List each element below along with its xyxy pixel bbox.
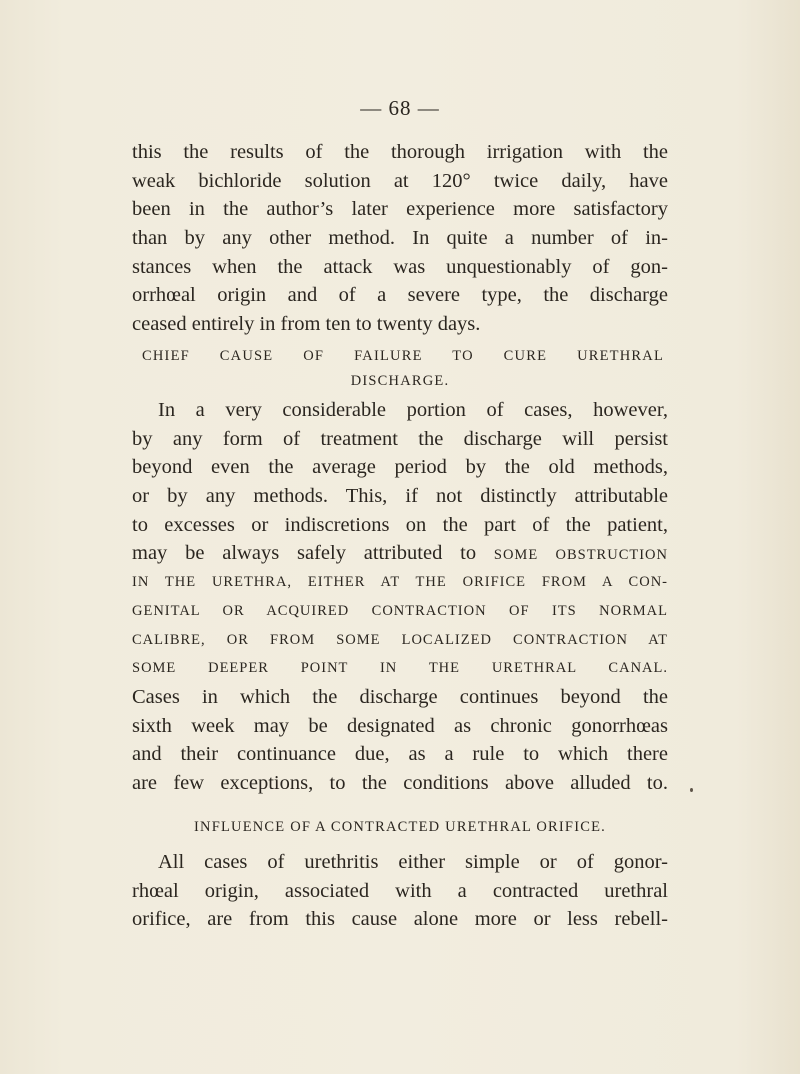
paragraph-1 bbox=[132, 138, 668, 339]
text-line: weak bichloride solution at 120° twice daily, have bbox=[132, 169, 668, 192]
text-line: beyond even the average period by the old methods, bbox=[132, 456, 668, 479]
text-line: Cases in which the discharge continues beyond the bbox=[132, 685, 668, 708]
text-line: In a very considerable portion of cases, however, bbox=[158, 399, 668, 421]
paragraph-2 bbox=[132, 396, 668, 798]
text-line: this the results of the thorough irrigation with the bbox=[132, 141, 668, 163]
small-caps-line: CALIBRE, OR FROM SOME LOCALIZED CONTRACTION AT bbox=[132, 631, 668, 648]
text-line-mixed bbox=[132, 539, 668, 568]
heading-line: DISCHARGE. bbox=[350, 373, 450, 389]
text-line: ceased entirely in from ten to twenty days. bbox=[132, 313, 481, 336]
small-caps-line: GENITAL OR ACQUIRED CONTRACTION OF ITS NORMAL bbox=[132, 602, 668, 619]
paragraph-3 bbox=[132, 848, 668, 934]
text-line: stances when the attack was unquestionably of gon- bbox=[132, 255, 668, 278]
text-line: or by any methods. This, if not distinctly attributable bbox=[132, 485, 668, 508]
page-number: — 68 — bbox=[360, 96, 440, 120]
small-caps-run: SOME OBSTRUCTION bbox=[493, 547, 668, 564]
text-line: are few exceptions, to the conditions above alluded to. bbox=[132, 771, 668, 794]
section-heading-2: INFLUENCE OF A CONTRACTED URETHRAL ORIFICE. bbox=[194, 819, 606, 835]
text-line: been in the author’s later experience more satisfactory bbox=[132, 198, 668, 221]
text-line: to excesses or indiscretions on the part of the patient, bbox=[132, 513, 668, 536]
text-line: and their continuance due, as a rule to which there bbox=[132, 743, 668, 766]
small-caps-line: SOME DEEPER POINT IN THE URETHRAL CANAL. bbox=[132, 660, 668, 677]
section-heading-1 bbox=[132, 344, 668, 394]
text-line: than by any other method. In quite a number of in- bbox=[132, 227, 668, 250]
ink-speck bbox=[690, 788, 693, 792]
text-run: may be always safely attributed to bbox=[132, 542, 477, 565]
text-line: All cases of urethritis either simple or of gonor- bbox=[158, 851, 668, 873]
text-line: sixth week may be designated as chronic gonorrhœas bbox=[132, 714, 668, 737]
text-line: orifice, are from this cause alone more or less rebell- bbox=[132, 908, 668, 931]
text-line: orrhœal origin and of a severe type, the discharge bbox=[132, 284, 668, 307]
text-line: rhœal origin, associated with a contracted urethral bbox=[132, 879, 668, 902]
heading-line: CHIEF CAUSE OF FAILURE TO CURE URETHRAL bbox=[142, 348, 664, 364]
text-line: by any form of treatment the discharge will persist bbox=[132, 427, 668, 450]
small-caps-line: IN THE URETHRA, EITHER AT THE ORIFICE FROM A CON- bbox=[132, 574, 668, 591]
